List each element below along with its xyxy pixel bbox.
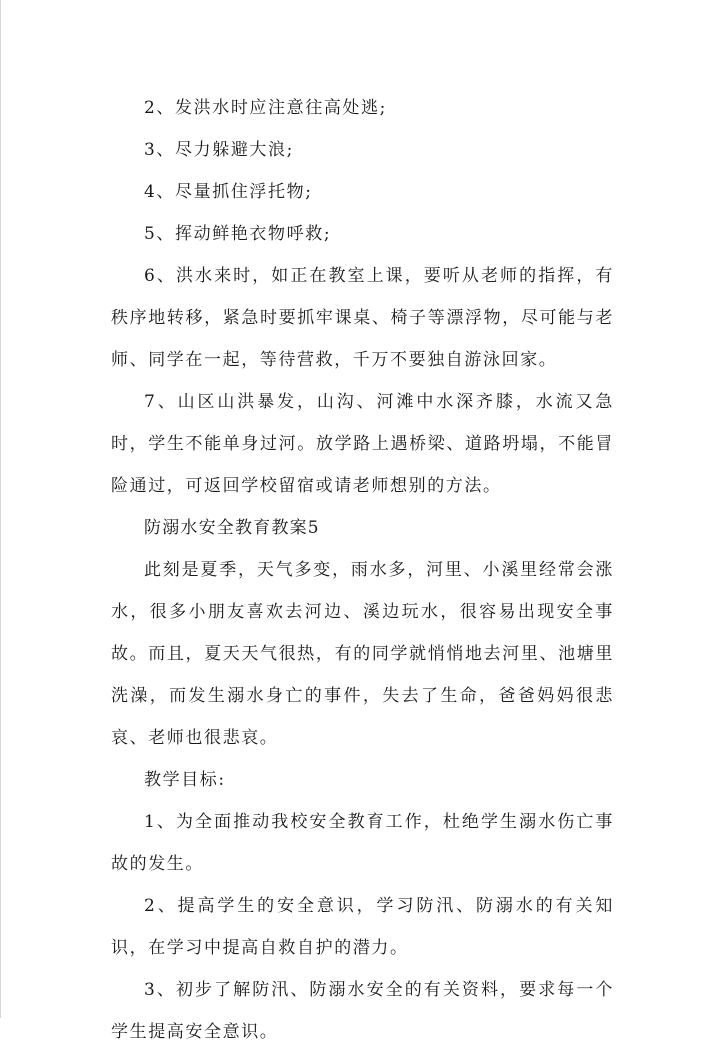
list-item-7: 7、山区山洪暴发，山沟、河滩中水深齐膝，水流又急时，学生不能单身过河。放学路上遇桥梁、道路坍塌，不能冒险通过，可返回学校留宿或请老师想别的方法。 (111, 392, 614, 496)
goals-label: 教学目标: (144, 770, 226, 790)
goal-item-3: 3、初步了解防汛、防溺水安全的有关资料，要求每一个学生提高安全意识。 (111, 980, 614, 1042)
goal-item-1: 1、为全面推动我校安全教育工作，杜绝学生溺水伤亡事故的发生。 (111, 812, 614, 874)
section-title: 防溺水安全教育教案5 (144, 518, 320, 538)
intro-paragraph: 此刻是夏季，天气多变，雨水多，河里、小溪里经常会涨水，很多小朋友喜欢去河边、溪边玩水，很容易出现安全事故。而且，夏天天气很热，有的同学就悄悄地去河里、池塘里洗澡，而发生溺水身亡的事件，失去了生命，爸爸妈妈很悲哀、老师也很悲哀。 (111, 560, 614, 748)
goal-item-2: 2、提高学生的安全意识，学习防汛、防溺水的有关知识，在学习中提高自救自护的潜力。 (111, 896, 614, 958)
list-item-6: 6、洪水来时，如正在教室上课，要听从老师的指挥，有秩序地转移，紧急时要抓牢课桌、椅子等漂浮物，尽可能与老师、同学在一起，等待营救，千万不要独自游泳回家。 (111, 266, 614, 370)
list-item-3: 3、尽力躲避大浪; (144, 140, 294, 160)
list-item-2: 2、发洪水时应注意往高处逃; (144, 98, 387, 118)
list-item-4: 4、尽量抓住浮托物; (144, 182, 313, 202)
list-item-5: 5、挥动鲜艳衣物呼救; (144, 224, 332, 244)
document-body (111, 87, 614, 1053)
